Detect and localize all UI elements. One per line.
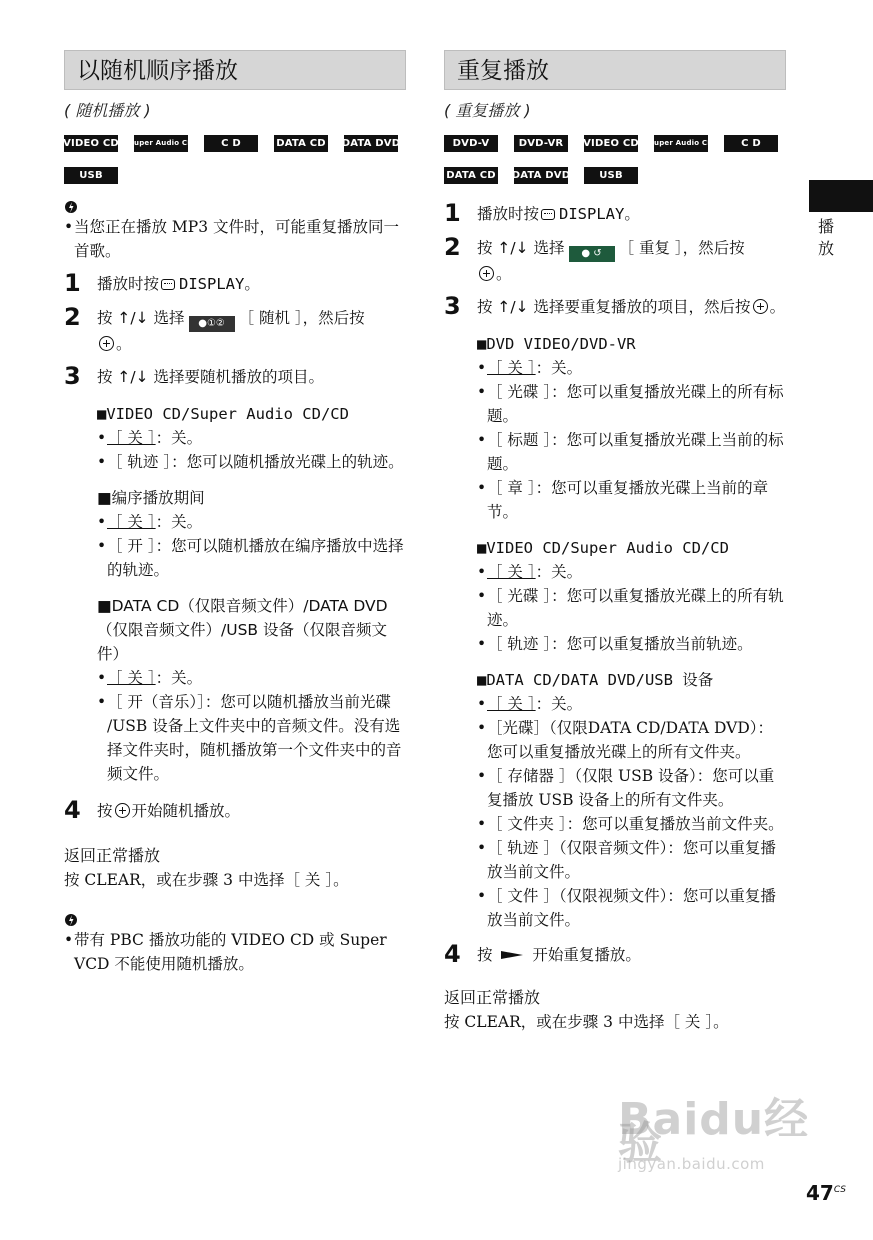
option-item: • ［ 关 ］：关。 bbox=[477, 356, 786, 380]
step-number: 4 bbox=[444, 940, 461, 968]
play-icon bbox=[501, 949, 523, 961]
step-number: 4 bbox=[64, 796, 81, 824]
chapter-tab-label: 播放 bbox=[817, 217, 834, 258]
option-item: • ［ 轨迹 ］（仅限音频文件）：您可以重复播放当前文件。 bbox=[477, 836, 786, 884]
option-item: • ［ 章 ］：您可以重复播放光碟上当前的章节。 bbox=[477, 476, 786, 524]
badge-data-dvd: DATA DVD bbox=[514, 167, 568, 184]
option-item: • ［ 光碟 ］：您可以重复播放光碟上的所有标题。 bbox=[477, 380, 786, 428]
option-group-heading: ■DVD VIDEO/DVD-VR bbox=[477, 335, 636, 353]
option-group-data bbox=[477, 668, 786, 932]
enter-button-icon bbox=[115, 803, 130, 818]
option-item: • ［ 标题 ］：您可以重复播放光碟上当前的标题。 bbox=[477, 428, 786, 476]
option-item: • ［ 开（音乐）］：您可以随机播放当前光碟 /USB 设备上文件夹中的音频文件。没有选择文件夹时，随机播放第一个文件夹中的音频文件。 bbox=[97, 690, 406, 786]
tip-icon bbox=[64, 910, 78, 928]
badge-cd: C D bbox=[724, 135, 778, 152]
badge-super-audio-cd: Super Audio CD bbox=[134, 135, 188, 152]
option-group-heading: ■VIDEO CD/Super Audio CD/CD bbox=[477, 539, 729, 557]
option-group-heading: ■VIDEO CD/Super Audio CD/CD bbox=[97, 405, 349, 423]
step-4: 4 按 开始重复播放。 bbox=[444, 940, 641, 968]
tip-icon bbox=[64, 197, 78, 215]
option-group-cd bbox=[477, 536, 786, 656]
option-group-heading: ■DATA CD（仅限音频文件）/DATA DVD（仅限音频文件）/USB 设备（仅限音频文件） bbox=[97, 597, 388, 663]
option-item: • ［ 关 ］：关。 bbox=[97, 510, 406, 534]
section-subtitle-repeat: ( 重复播放 ) bbox=[444, 101, 531, 120]
option-item: • ［ 关 ］：关。 bbox=[477, 692, 786, 716]
badge-data-cd: DATA CD bbox=[274, 135, 328, 152]
tip-note: • 带有 PBC 播放功能的 VIDEO CD 或 Super VCD 不能使用随机播放。 bbox=[64, 928, 406, 976]
return-heading: 返回正常播放 bbox=[64, 846, 161, 865]
badge-video-cd: VIDEO CD bbox=[584, 135, 638, 152]
option-item: • ［ 文件夹 ］：您可以重复播放当前文件夹。 bbox=[477, 812, 786, 836]
option-item: • ［ 存储器 ］（仅限 USB 设备）：您可以重复播放 USB 设备上的所有文件夹。 bbox=[477, 764, 786, 812]
option-group-heading: ■DATA CD/DATA DVD/USB 设备 bbox=[477, 671, 714, 689]
option-group-data bbox=[97, 594, 406, 786]
return-text: 按 CLEAR，或在步骤 3 中选择［ 关 ］。 bbox=[64, 871, 349, 889]
step-number: 2 bbox=[64, 303, 81, 331]
section-title-repeat: 重复播放 bbox=[444, 50, 786, 90]
badge-usb: USB bbox=[584, 167, 638, 184]
section-subtitle-shuffle: ( 随机播放 ) bbox=[64, 101, 151, 120]
badge-data-cd: DATA CD bbox=[444, 167, 498, 184]
chapter-tab-marker bbox=[809, 180, 873, 212]
option-item: • ［ 光碟 ］：您可以重复播放光碟上的所有轨迹。 bbox=[477, 584, 786, 632]
step-2: 2 按 ↑/↓ 选择 ●①② ［ 随机 ］，然后按 。 bbox=[64, 303, 406, 356]
option-group-dvd bbox=[477, 332, 786, 524]
option-group-cd bbox=[97, 402, 406, 474]
option-item: • ［ 轨迹 ］：您可以随机播放光碟上的轨迹。 bbox=[97, 450, 406, 474]
step-3: 3 按 ↑/↓ 选择要随机播放的项目。 bbox=[64, 362, 325, 390]
option-item: • ［ 关 ］：关。 bbox=[477, 560, 786, 584]
option-item: • ［光碟］（仅限DATA CD/DATA DVD）：您可以重复播放光碟上的所有文件夹。 bbox=[477, 716, 786, 764]
step-2: 2 按 ↑/↓ 选择 ● ↺ ［ 重复 ］，然后按 。 bbox=[444, 233, 786, 286]
page-number: $47^{CS}$ bbox=[806, 1181, 847, 1205]
baidu-watermark bbox=[618, 1094, 818, 1198]
badge-super-audio-cd: Super Audio CD bbox=[654, 135, 708, 152]
option-group-heading: ■编序播放期间 bbox=[97, 489, 205, 507]
return-text: 按 CLEAR，或在步骤 3 中选择［ 关 ］。 bbox=[444, 1013, 729, 1031]
tip-note: • 当您正在播放 MP3 文件时，可能重复播放同一首歌。 bbox=[64, 215, 406, 263]
option-item: • ［ 关 ］：关。 bbox=[97, 666, 406, 690]
option-item: • ［ 文件 ］（仅限视频文件）：您可以重复播放当前文件。 bbox=[477, 884, 786, 932]
step-number: 1 bbox=[64, 269, 81, 297]
option-item: • ［ 开 ］：您可以随机播放在编序播放中选择的轨迹。 bbox=[97, 534, 406, 582]
right-column bbox=[444, 50, 786, 1034]
display-key-label: DISPLAY bbox=[559, 205, 625, 223]
enter-button-icon bbox=[479, 266, 494, 281]
option-group-program bbox=[97, 486, 406, 582]
media-badges bbox=[444, 135, 786, 199]
shuffle-menu-icon: ●①② bbox=[189, 316, 235, 332]
step-number: 3 bbox=[64, 362, 81, 390]
watermark-url: jingyan.baidu.com bbox=[618, 1155, 765, 1173]
badge-dvd-v: DVD-V bbox=[444, 135, 498, 152]
option-item: • ［ 关 ］：关。 bbox=[97, 426, 406, 450]
enter-button-icon bbox=[99, 336, 114, 351]
display-key-label: DISPLAY bbox=[179, 275, 245, 293]
media-badges bbox=[64, 135, 406, 199]
enter-button-icon bbox=[753, 299, 768, 314]
step-number: 1 bbox=[444, 199, 461, 227]
step-1: 1 播放时按 DISPLAY。 bbox=[64, 269, 260, 297]
step-number: 3 bbox=[444, 292, 461, 320]
section-title-shuffle: 以随机顺序播放 bbox=[64, 50, 406, 90]
display-button-icon bbox=[541, 209, 555, 220]
left-column bbox=[64, 50, 406, 976]
display-button-icon bbox=[161, 279, 175, 290]
watermark-logo-text: Baidu经验 bbox=[618, 1094, 810, 1169]
option-item: • ［ 轨迹 ］：您可以重复播放当前轨迹。 bbox=[477, 632, 786, 656]
badge-cd: C D bbox=[204, 135, 258, 152]
step-4: 4 按 开始随机播放。 bbox=[64, 796, 241, 824]
badge-data-dvd: DATA DVD bbox=[344, 135, 398, 152]
repeat-menu-icon: ● ↺ bbox=[569, 246, 615, 262]
badge-dvd-vr: DVD-VR bbox=[514, 135, 568, 152]
page-number-suffix: CS bbox=[833, 1185, 847, 1195]
return-heading: 返回正常播放 bbox=[444, 988, 541, 1007]
step-number: 2 bbox=[444, 233, 461, 261]
step-1: 1 播放时按 DISPLAY。 bbox=[444, 199, 640, 227]
badge-video-cd: VIDEO CD bbox=[64, 135, 118, 152]
badge-usb: USB bbox=[64, 167, 118, 184]
step-3: 3 按 ↑/↓ 选择要重复播放的项目，然后按 。 bbox=[444, 292, 786, 320]
